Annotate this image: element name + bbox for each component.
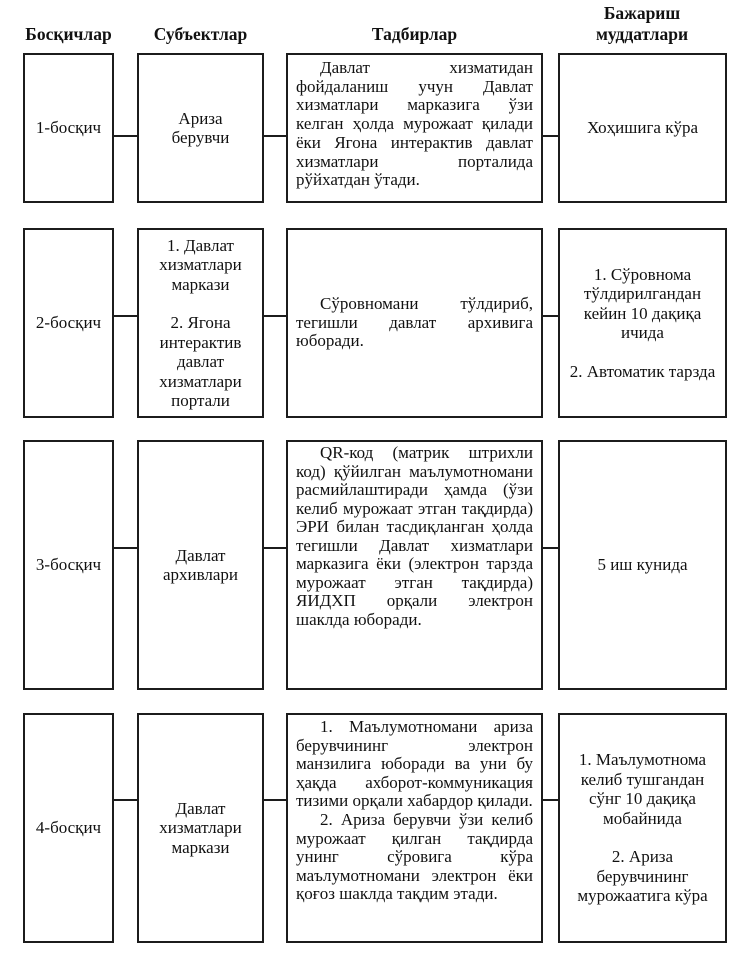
column-header-subjects: Субъектлар bbox=[153, 24, 248, 44]
subject-text: Ариза берувчи bbox=[171, 108, 230, 147]
column-header-activities: Тадбирлар bbox=[371, 24, 458, 44]
deadline-item-1: 1. Маълумотнома келиб тушгандан сўнг 10 дақиқа мобайнида bbox=[578, 750, 707, 828]
subject-text: Давлат архивлари bbox=[162, 545, 239, 584]
deadline-item-2: 2. Автоматик тарзда bbox=[569, 361, 716, 381]
stage-box-3 bbox=[23, 440, 114, 690]
activity-item-1: 1. Маълумотномани ариза берувчининг электрон манзилига юборади ва уни бу ҳақда ахборот-коммуникация тизими орқали хабардор қилади. bbox=[296, 717, 533, 811]
subject-box-1 bbox=[137, 53, 264, 203]
activity-item-2: 2. Ариза берувчи ўзи келиб мурожаат қилган тақдирда унинг сўровига кўра маълумотномани электрон ёки қоғоз шаклда тақдим этади. bbox=[296, 809, 533, 904]
deadline-item-1: 1. Сўровнома тўлдирилгандан кейин 10 дақиқа ичида bbox=[583, 264, 702, 343]
connector-activity-deadline-3 bbox=[543, 547, 558, 549]
deadline-box-2 bbox=[558, 228, 727, 418]
activity-text: Сўровномани тўлдириб, тегишли давлат архивига юборади. bbox=[296, 293, 533, 351]
activity-text: QR-код (матрик штрихли код) қўйилган маълумотномани расмийлаштиради ҳамда (ўзи келиб мурожаат этган тақдирда) ЭРИ билан тасдиқланган ҳолда тегишли Давлат хизматлари марказига ёки (электрон тарзда мурожаат этган тақдирда) ЯИДХП орқали электрон шаклда юборади. bbox=[296, 443, 533, 629]
stage-label: 4-босқич bbox=[35, 818, 102, 838]
deadline-box-4 bbox=[558, 713, 727, 943]
stage-box-4 bbox=[23, 713, 114, 943]
connector-subject-activity-1 bbox=[264, 135, 286, 137]
connector-subject-activity-3 bbox=[264, 547, 286, 549]
subject-text: Давлат хизматлари маркази bbox=[159, 798, 242, 857]
stage-label: 3-босқич bbox=[35, 555, 102, 575]
connector-activity-deadline-1 bbox=[543, 135, 558, 137]
stage-box-2 bbox=[23, 228, 114, 418]
connector-subject-activity-4 bbox=[264, 799, 286, 801]
deadline-item-2: 2. Ариза берувчининг мурожаатига кўра bbox=[577, 847, 708, 906]
subject-box-4 bbox=[137, 713, 264, 943]
stage-label: 1-босқич bbox=[35, 118, 102, 138]
activity-box-3 bbox=[286, 440, 543, 690]
subject-item-1: 1. Давлат хизматлари маркази bbox=[159, 235, 242, 294]
activity-box-2 bbox=[286, 228, 543, 418]
connector-stage-subject-2 bbox=[114, 315, 137, 317]
connector-activity-deadline-2 bbox=[543, 315, 558, 317]
activity-text: Давлат хизматидан фойдаланиш учун Давлат хизматлари марказига ўзи келган ҳолда мурожаат қилади ёки Ягона интерактив давлат хизматлари порталида рўйхатдан ўтади. bbox=[296, 58, 533, 190]
column-header-stages: Босқичлар bbox=[25, 24, 112, 44]
deadline-text: Хоҳишига кўра bbox=[586, 118, 699, 138]
connector-subject-activity-2 bbox=[264, 315, 286, 317]
connector-stage-subject-1 bbox=[114, 135, 137, 137]
connector-stage-subject-3 bbox=[114, 547, 137, 549]
stage-label: 2-босқич bbox=[35, 313, 102, 333]
deadline-text: 5 иш кунида bbox=[597, 555, 688, 575]
subject-item-2: 2. Ягона интерактив давлат хизматлари портали bbox=[159, 313, 242, 410]
subject-box-2 bbox=[137, 228, 264, 418]
deadline-box-3 bbox=[558, 440, 727, 690]
deadline-box-1 bbox=[558, 53, 727, 203]
subject-box-3 bbox=[137, 440, 264, 690]
activity-box-1 bbox=[286, 53, 543, 203]
activity-box-4 bbox=[286, 713, 543, 943]
connector-stage-subject-4 bbox=[114, 799, 137, 801]
stage-box-1 bbox=[23, 53, 114, 203]
column-header-deadlines: Бажариш муддатлари bbox=[595, 3, 689, 44]
connector-activity-deadline-4 bbox=[543, 799, 558, 801]
